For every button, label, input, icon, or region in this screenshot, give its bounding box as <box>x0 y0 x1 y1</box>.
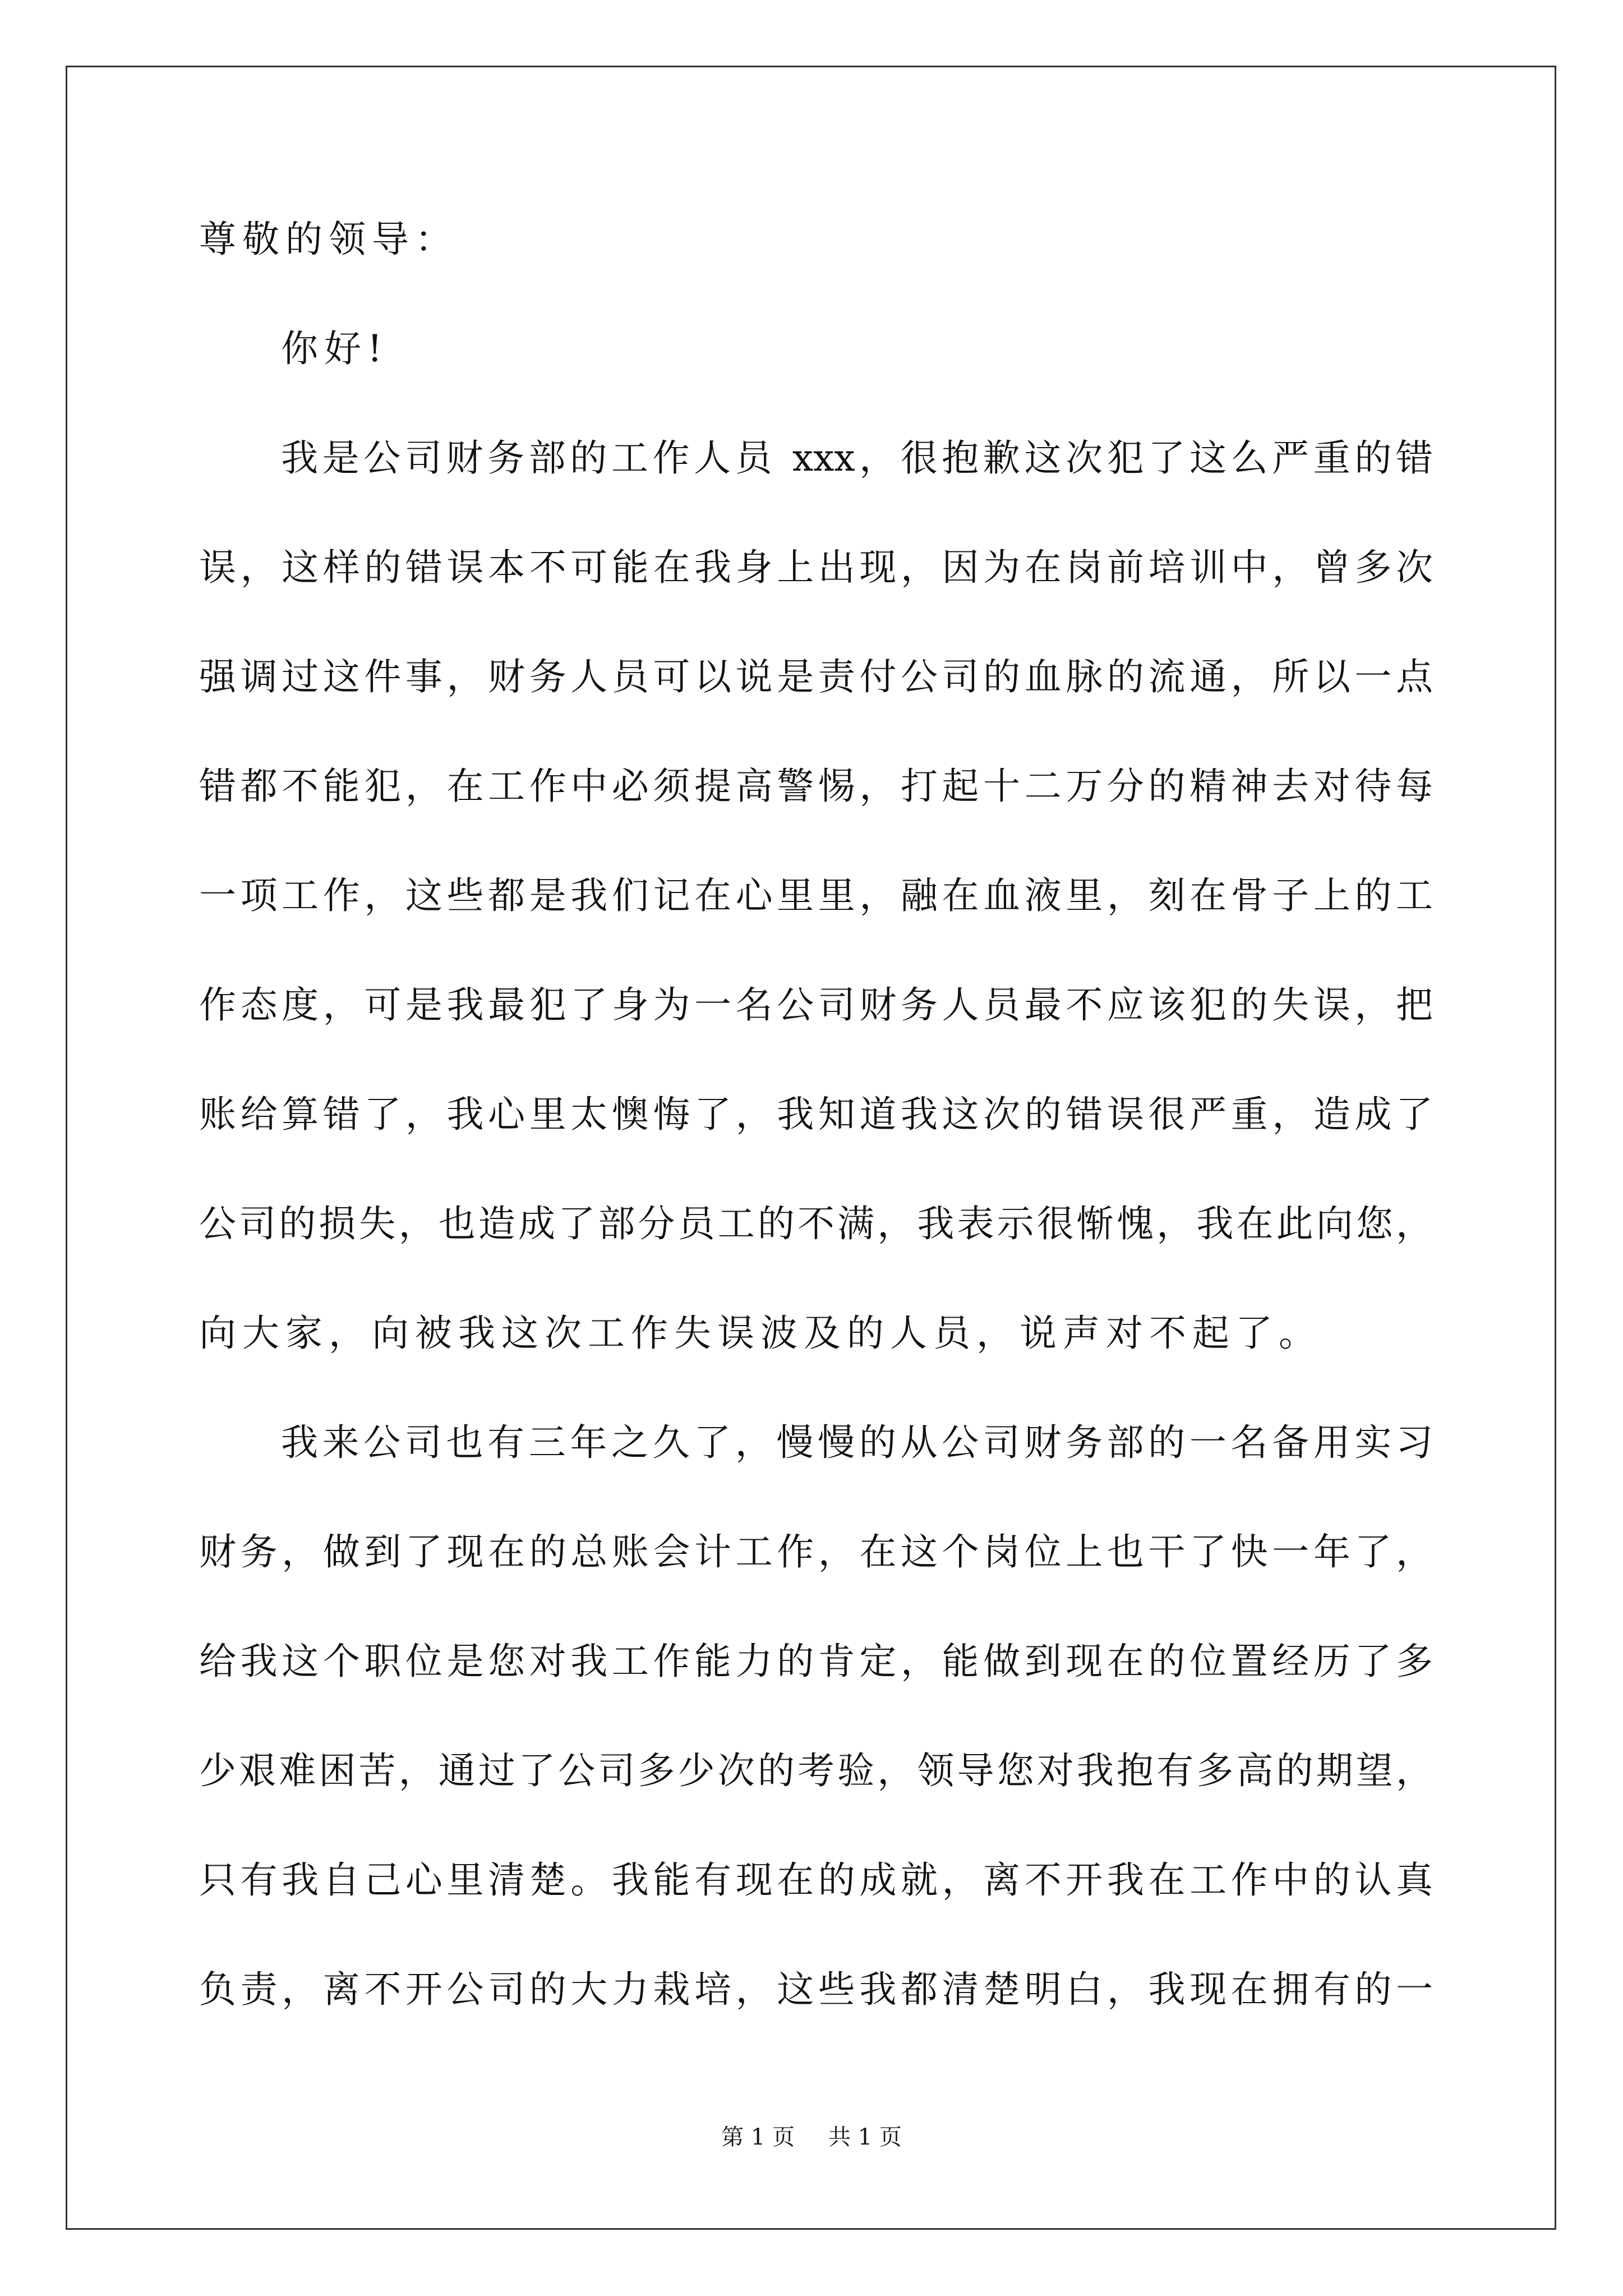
greeting: 你好! <box>281 327 389 370</box>
paragraph-1-line-3: 强调过这件事，财务人员可以说是责付公司的血脉的流通，所以一点 <box>199 655 1433 698</box>
paragraph-2-line-1: 我来公司也有三年之久了，慢慢的从公司财务部的一名备用实习 <box>281 1421 1433 1464</box>
paragraph-1-line-8: 公司的损失，也造成了部分员工的不满，我表示很惭愧，我在此向您， <box>199 1202 1433 1245</box>
paragraph-1-line-1: 我是公司财务部的工作人员 xxx，很抱歉这次犯了这么严重的错 <box>281 436 1433 480</box>
paragraph-2-line-6: 负责，离不开公司的大力栽培，这些我都清楚明白，我现在拥有的一 <box>199 1968 1433 2011</box>
paragraph-1-line-4: 错都不能犯，在工作中必须提高警惕，打起十二万分的精神去对待每 <box>199 765 1433 808</box>
paragraph-2-line-5: 只有我自己心里清楚。我能有现在的成就，离不开我在工作中的认真 <box>199 1858 1433 1902</box>
paragraph-1-line-9: 向大家，向被我这次工作失误波及的人员，说声对不起了。 <box>199 1312 1322 1355</box>
page-footer <box>0 2122 1623 2153</box>
paragraph-1-line-6: 作态度，可是我最犯了身为一名公司财务人员最不应该犯的失误，把 <box>199 983 1433 1027</box>
page-total: 共 1 页 <box>828 2124 902 2150</box>
paragraph-1-line-2: 误，这样的错误本不可能在我身上出现，因为在岗前培训中，曾多次 <box>199 546 1433 589</box>
paragraph-1-line-7: 账给算错了，我心里太懊悔了，我知道我这次的错误很严重，造成了 <box>199 1093 1433 1136</box>
paragraph-1-line-5: 一项工作，这些都是我们记在心里里，融在血液里，刻在骨子上的工 <box>199 874 1433 917</box>
paragraph-2-line-4: 少艰难困苦，通过了公司多少次的考验，领导您对我抱有多高的期望， <box>199 1749 1433 1792</box>
paragraph-2-line-2: 财务，做到了现在的总账会计工作，在这个岗位上也干了快一年了， <box>199 1530 1433 1573</box>
paragraph-2-line-3: 给我这个职位是您对我工作能力的肯定，能做到现在的位置经历了多 <box>199 1640 1433 1683</box>
page-number: 第 1 页 <box>721 2124 795 2150</box>
salutation: 尊敬的领导： <box>199 218 458 261</box>
